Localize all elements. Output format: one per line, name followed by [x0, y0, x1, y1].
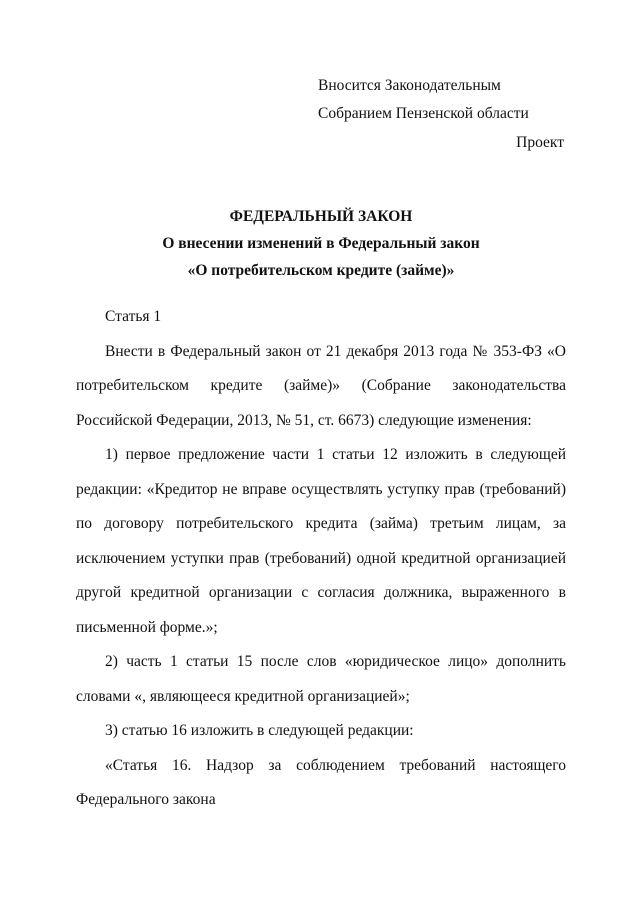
- submitter-line-1: Вносится Законодательным: [318, 77, 501, 94]
- article-heading: Статья 1: [105, 308, 162, 325]
- paragraph-intro: Внести в Федеральный закон от 21 декабря 2013 года № 353-ФЗ «О потребительском кредите (займе)» (Собрание законодательства Российской Федерации, 2013, № 51, ст. 6673) следующие изменения:: [76, 342, 566, 429]
- paragraph-item-2: 2) часть 1 статьи 15 после слов «юридическое лицо» дополнить словами «, являющееся кредитной организацией»;: [76, 653, 566, 705]
- law-subtitle-line-1: О внесении изменений в Федеральный закон: [162, 235, 480, 252]
- submitter-line-2: Собранием Пензенской области: [318, 105, 529, 122]
- submitter-block: [318, 72, 529, 128]
- draft-label: Проект: [516, 134, 564, 151]
- law-type-title: ФЕДЕРАЛЬНЫЙ ЗАКОН: [229, 208, 413, 225]
- law-heading: [76, 203, 566, 284]
- paragraph-item-3: 3) статью 16 изложить в следующей редакции:: [105, 722, 414, 739]
- paragraph-item-1: 1) первое предложение части 1 статьи 12 изложить в следующей редакции: «Кредитор не вправе осуществлять уступку прав (требований) по договору потребительского кредита (займа) третьим лицам, за исключением уступки прав (требований) одной кредитной организацией другой кредитной организации с согласия должника, выраженного в письменной форме.»;: [76, 446, 566, 636]
- document-body: [76, 300, 566, 818]
- paragraph-article-16: «Статья 16. Надзор за соблюдением требований настоящего Федерального закона: [76, 756, 566, 808]
- law-subtitle-line-2: «О потребительском кредите (займе)»: [187, 262, 455, 279]
